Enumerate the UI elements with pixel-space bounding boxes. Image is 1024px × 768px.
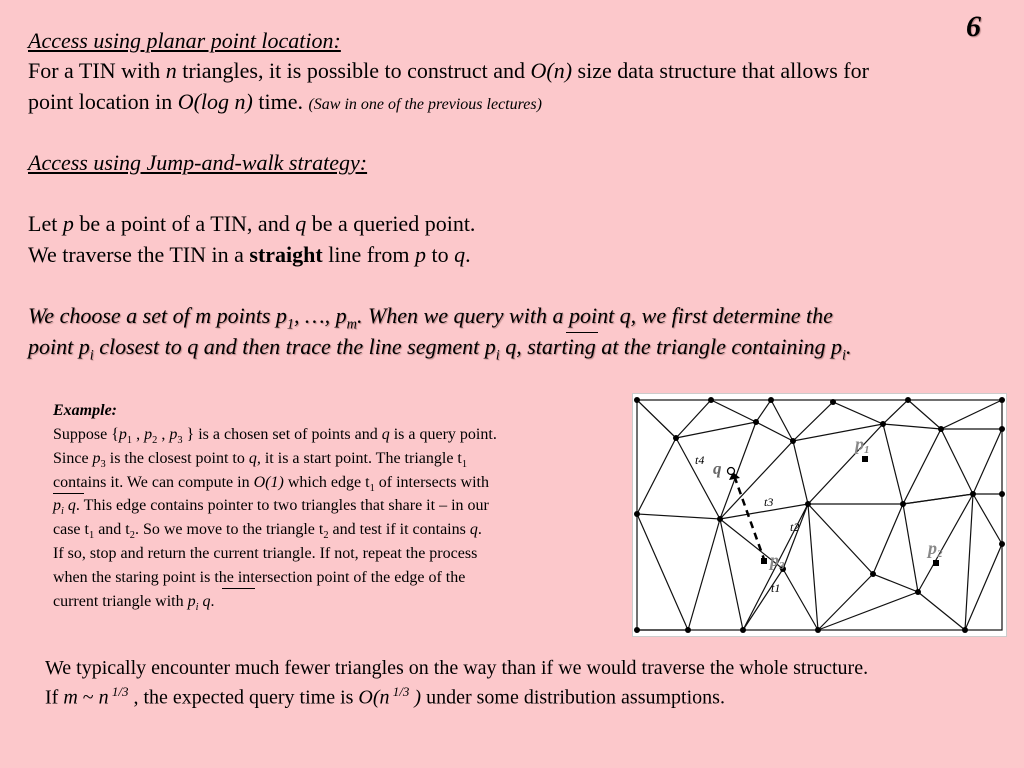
heading-jump-and-walk: Access using Jump-and-walk strategy:: [28, 150, 368, 175]
subscript: m: [346, 316, 357, 333]
straight-bold: straight: [249, 242, 323, 267]
text: be a queried point.: [306, 211, 476, 236]
subscript: 1: [88, 530, 95, 542]
section2-line2: [28, 242, 471, 268]
label-t2: t2: [790, 520, 800, 534]
text: size data structure that allows for: [572, 58, 869, 83]
label-p: p: [855, 434, 864, 454]
text: .: [477, 521, 482, 538]
text: is a query point.: [389, 426, 497, 443]
query-segment: [735, 478, 765, 562]
var-q: q,: [248, 450, 261, 467]
section2-line1: [28, 211, 475, 237]
text: ): [409, 686, 422, 709]
example-label: Example:: [53, 402, 117, 419]
text: it is a start point. The triangle t: [260, 450, 462, 467]
big-o-n: O(n): [530, 58, 573, 83]
section2-italic1: [28, 303, 833, 333]
bottom-line2: [45, 684, 725, 710]
var-q: q: [381, 426, 390, 443]
big-o-log-n: O(log n): [177, 89, 253, 114]
text: .: [465, 242, 471, 267]
text: . So we move to the triangle t: [134, 521, 324, 538]
section1-line1: [28, 58, 869, 84]
label-p1: [853, 434, 870, 456]
var-q: q: [454, 242, 466, 267]
text: , …, p: [294, 303, 347, 328]
tin-triangulation-figure: [632, 393, 1007, 637]
example-line8: [53, 593, 215, 613]
text: q, starting at the triangle containing p: [499, 334, 842, 359]
segment-overline: [53, 493, 84, 494]
section1-line2: [28, 89, 542, 115]
var-n: n: [165, 58, 177, 83]
subscript: 3: [177, 435, 183, 447]
text: , the expected query time is: [128, 686, 359, 709]
label-p: p: [770, 550, 779, 570]
text: ,: [132, 426, 145, 443]
subscript: 1: [126, 435, 133, 447]
text: point location in: [28, 89, 178, 114]
heading-planar-point-location: Access using planar point location:: [28, 28, 341, 53]
label-t3: t3: [764, 495, 774, 509]
text: and test if it contains: [328, 521, 470, 538]
subscript: 2: [129, 530, 135, 542]
example-line5: [53, 521, 482, 541]
label-q: q: [713, 459, 722, 478]
text: closest to q and then trace the line segment p: [93, 334, 496, 359]
text: of intersects with: [374, 474, 489, 491]
text: Let: [28, 211, 63, 236]
text: is the closest point to: [105, 450, 249, 467]
segment-overline: [566, 332, 598, 333]
text: time.: [252, 89, 309, 114]
subscript: i: [495, 347, 500, 364]
section2-italic2: [28, 334, 851, 364]
query-point-q: [728, 468, 735, 475]
var-q: q: [198, 593, 211, 610]
text: under some distribution assumptions.: [421, 686, 725, 709]
tin-edges: [637, 400, 1002, 630]
var-p: p: [92, 450, 101, 467]
var-q: q: [469, 521, 478, 538]
var-p: p: [415, 242, 426, 267]
subscript: 1: [461, 459, 468, 471]
text: ~: [77, 686, 99, 709]
subscript: i: [195, 602, 199, 614]
text: } is a chosen set of points and: [182, 426, 382, 443]
subscript: 1: [369, 483, 375, 495]
var-p: p: [62, 211, 74, 236]
example-line4: [53, 497, 489, 517]
exponent: 1/3: [108, 684, 129, 699]
previous-lecture-note: (Saw in one of the previous lectures): [308, 96, 542, 113]
text: . This edge contains pointer to two triangles that share it – in our: [75, 497, 489, 514]
var-p: p: [187, 593, 196, 610]
var-p: p: [144, 426, 153, 443]
text: .: [210, 593, 215, 610]
slide-number: 6: [966, 10, 981, 43]
subscript: i: [61, 506, 64, 518]
text: Suppose {: [53, 426, 119, 443]
example-line1: [53, 426, 497, 446]
var-n: n: [98, 686, 109, 709]
subscript: 2: [323, 530, 329, 542]
var-m: m: [63, 686, 78, 709]
example-line3: [53, 474, 489, 494]
figure-labels: [695, 434, 943, 595]
point-p1: [862, 456, 868, 462]
text: ,: [157, 426, 170, 443]
text: be a point of a TIN, and: [73, 211, 296, 236]
text: case t: [53, 521, 89, 538]
text: For a TIN with: [28, 58, 166, 83]
bottom-line1: We typically encounter much fewer triangles on the way than if we would traverse the whole structure.: [45, 657, 869, 679]
label-sub: 1: [864, 444, 870, 456]
text: to: [426, 242, 455, 267]
subscript: 3: [100, 459, 106, 471]
exponent: 1/3: [389, 684, 410, 699]
label-t1: t1: [771, 581, 781, 595]
point-p3: [761, 558, 767, 564]
text: contains it. We can compute in: [53, 474, 254, 491]
point-p2: [933, 560, 939, 566]
text: which edge t: [283, 474, 370, 491]
subscript: i: [841, 347, 846, 364]
tin-vertices: [634, 397, 1005, 633]
var-q: q: [295, 211, 307, 236]
subscript: 2: [152, 435, 158, 447]
example-line2: [53, 450, 467, 470]
label-sub: 3: [779, 560, 785, 572]
text: triangles, it is possible to construct and: [176, 58, 531, 83]
text: and t: [94, 521, 130, 538]
segment-overline: [222, 588, 255, 589]
var-p: p: [118, 426, 127, 443]
label-t4: t4: [695, 453, 705, 467]
big-o-1: O(1): [253, 474, 284, 491]
tin-svg: [633, 394, 1006, 636]
subscript: i: [89, 347, 94, 364]
example-line6: If so, stop and return the current triangle. If not, repeat the process: [53, 545, 478, 562]
text: We choose a set of m points p: [28, 303, 287, 328]
text: If: [45, 686, 64, 709]
label-sub: 2: [937, 548, 943, 560]
text: point p: [28, 334, 90, 359]
var-p: p: [53, 497, 61, 514]
text: current triangle with: [53, 593, 188, 610]
big-o-n: O(n: [358, 686, 390, 709]
text: .: [845, 334, 852, 359]
text: line from: [322, 242, 415, 267]
text: Since: [53, 450, 93, 467]
var-q: q: [63, 497, 76, 514]
label-p2: [926, 538, 943, 560]
var-p: p: [169, 426, 178, 443]
example-line7: when the staring point is the intersection point of the edge of the: [53, 569, 466, 586]
subscript: 1: [286, 316, 295, 333]
text: We traverse the TIN in a: [28, 242, 250, 267]
label-p: p: [928, 538, 937, 558]
text: . When we query with a point q, we first determine the: [356, 303, 833, 328]
